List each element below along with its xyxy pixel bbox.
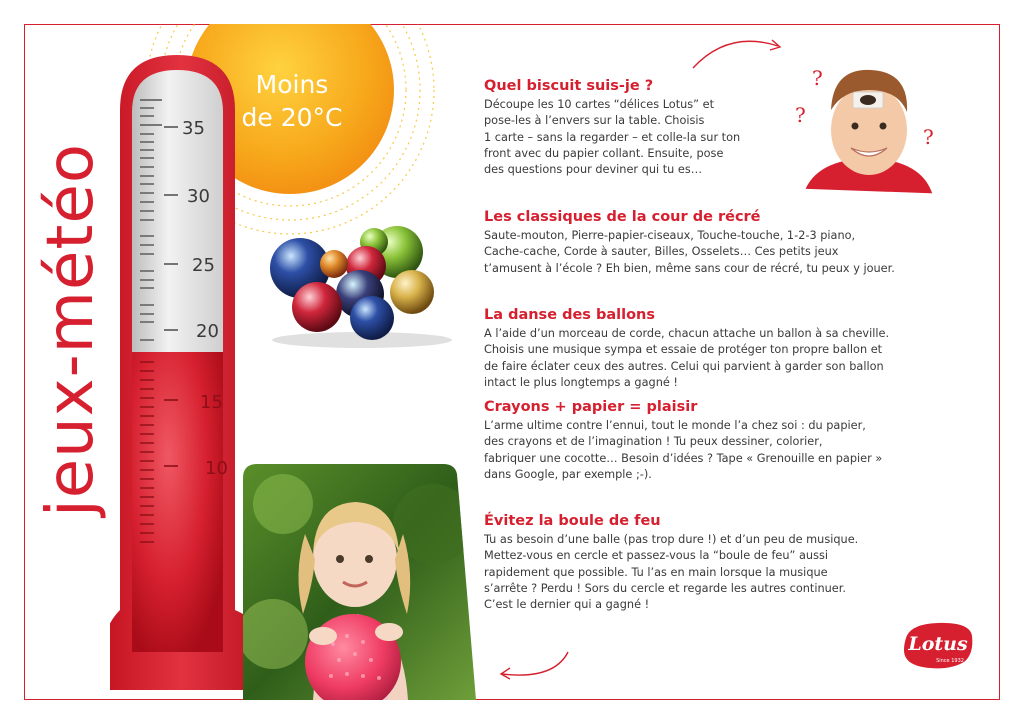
body-line: Découpe les 10 cartes “délices Lotus” et bbox=[484, 98, 715, 111]
logo-brand: Lotus bbox=[908, 633, 968, 655]
scale-label-30: 30 bbox=[187, 186, 210, 207]
question-mark-1: ? bbox=[812, 66, 823, 90]
scale-label-10: 10 bbox=[205, 458, 228, 479]
section-classiques bbox=[484, 208, 934, 277]
sun-label-line1: Moins bbox=[255, 70, 329, 99]
section-body bbox=[484, 418, 934, 483]
scale-label-20: 20 bbox=[196, 321, 219, 342]
sun-label bbox=[222, 68, 362, 134]
section-quel-biscuit bbox=[484, 77, 769, 178]
section-title: Crayons + papier = plaisir bbox=[484, 399, 698, 415]
section-title: Évitez la boule de feu bbox=[484, 513, 661, 529]
body-line: de faire éclater ceux des autres. Celui qui parvient à garder son ballon bbox=[484, 359, 884, 373]
body-line: Saute-mouton, Pierre-papier-ciseaux, Touche-touche, 1-2-3 piano, bbox=[484, 229, 856, 242]
body-line: Tu as besoin d’une balle (pas trop dure !) et d’un peu de musique. bbox=[484, 533, 859, 546]
scale-label-35: 35 bbox=[182, 118, 205, 139]
boy-with-card-photo bbox=[783, 60, 953, 200]
body-line: pose-les à l’envers sur la table. Choisis bbox=[484, 114, 705, 128]
section-crayons bbox=[484, 398, 934, 483]
section-body bbox=[484, 532, 914, 613]
body-line: des crayons et de l’imagination ! Tu peux dessiner, colorier, bbox=[484, 435, 823, 449]
question-mark-2: ? bbox=[795, 103, 806, 127]
sun-label-line2: de 20°C bbox=[241, 103, 343, 132]
section-title: Les classiques de la cour de récré bbox=[484, 209, 761, 225]
body-line: fabriquer une cocotte… Besoin d’idées ? Tape « Grenouille en papier » bbox=[484, 451, 883, 465]
section-title: Quel biscuit suis-je ? bbox=[484, 78, 654, 94]
body-line: 1 carte – sans la regarder – et colle-la sur ton bbox=[484, 130, 741, 144]
logo-tagline: Since 1932 bbox=[936, 658, 964, 664]
curved-arrow-icon-bottom bbox=[494, 648, 574, 687]
girl-with-ball-photo bbox=[243, 464, 476, 704]
vertical-title-text: jeux-météo bbox=[34, 142, 108, 518]
section-body bbox=[484, 97, 769, 178]
body-line: rapidement que possible. Tu l’as en main lorsque la musique bbox=[484, 565, 828, 579]
body-line: Choisis une musique sympa et essaie de protéger ton propre ballon et bbox=[484, 343, 883, 357]
body-line: intact le plus longtemps a gagné ! bbox=[484, 375, 678, 389]
section-title: La danse des ballons bbox=[484, 307, 655, 323]
lotus-logo bbox=[900, 620, 976, 676]
question-mark-3: ? bbox=[923, 125, 934, 149]
page-title bbox=[26, 70, 116, 590]
body-line: s’arrête ? Perdu ! Sors du cercle et regarde les autres continuer. bbox=[484, 581, 846, 595]
scale-label-15: 15 bbox=[200, 392, 223, 413]
body-line: C’est le dernier qui a gagné ! bbox=[484, 598, 650, 612]
section-body bbox=[484, 326, 934, 391]
section-boule-de-feu bbox=[484, 512, 914, 613]
body-line: t’amusent à l’école ? Eh bien, même sans cour de récré, tu peux y jouer. bbox=[484, 261, 895, 275]
section-body bbox=[484, 228, 934, 277]
section-danse-ballons bbox=[484, 306, 934, 391]
body-line: dans Google, par exemple ;-). bbox=[484, 467, 652, 481]
body-line: des questions pour deviner qui tu es… bbox=[484, 163, 703, 177]
scale-label-25: 25 bbox=[192, 255, 215, 276]
body-line: L’arme ultime contre l’ennui, tout le monde l’a chez soi : du papier, bbox=[484, 419, 866, 432]
marbles-image bbox=[262, 222, 462, 356]
body-line: front avec du papier collant. Ensuite, pose bbox=[484, 146, 724, 160]
body-line: Mettez-vous en cercle et passez-vous la “boule de feu” aussi bbox=[484, 549, 828, 563]
body-line: A l’aide d’un morceau de corde, chacun attache un ballon à sa cheville. bbox=[484, 327, 890, 340]
body-line: Cache-cache, Corde à sauter, Billes, Osselets… Ces petits jeux bbox=[484, 245, 839, 259]
curved-arrow-icon bbox=[688, 30, 788, 79]
